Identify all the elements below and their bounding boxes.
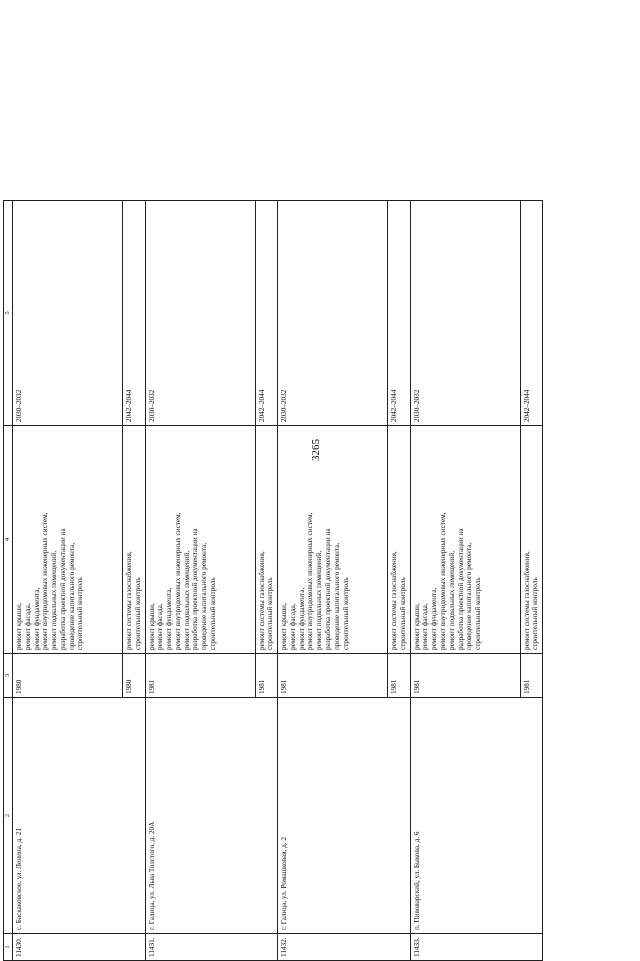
record-year: 1981 — [410, 654, 520, 698]
record-period: 2030–2032 — [410, 201, 520, 426]
record-works: ремонт крыши, ремонт фасада, ремонт фундамента, ремонт внутридомовых инженерных систем, ремонт подвальных помещений, разработка проектной документации на проведение капитального ремонта, строительный контроль — [410, 426, 520, 654]
table-row — [145, 201, 255, 961]
header-row — [4, 201, 13, 961]
record-period: 2042–2044 — [255, 201, 278, 426]
record-period: 2042–2044 — [123, 201, 146, 426]
table-row — [13, 201, 123, 961]
repair-schedule-table — [3, 200, 543, 961]
record-number: 11432. — [278, 934, 411, 961]
record-period: 2042–2044 — [520, 201, 543, 426]
record-address: г. Галица, ул. Льва Толстого, д. 20А — [145, 698, 278, 934]
page-number: 3265 — [310, 439, 322, 461]
record-period: 2030–2032 — [145, 201, 255, 426]
header-col-3: 3 — [4, 654, 13, 698]
record-year: 1980 — [13, 654, 123, 698]
record-works: ремонт системы газоснабжения, строительный контроль — [255, 426, 278, 654]
header-col-5: 5 — [4, 201, 13, 426]
rotated-table-container — [3, 201, 540, 961]
record-year: 1981 — [255, 654, 278, 698]
record-year: 1981 — [278, 654, 388, 698]
record-period: 2030–2032 — [13, 201, 123, 426]
record-address: г. Галица, ул. Ромашковая, д. 2 — [278, 698, 411, 934]
table-row — [410, 201, 520, 961]
record-works: ремонт системы газоснабжения, строительный контроль — [388, 426, 411, 654]
record-year: 1981 — [145, 654, 255, 698]
record-works: ремонт крыши, ремонт фасада, ремонт фундамента, ремонт внутридомовых инженерных систем, ремонт подвальных помещений, разработка проектной документации на проведение капитального ремонта, строительный контроль — [278, 426, 388, 654]
record-address: с. Баскаковское, ул. Ленина, д. 21 — [13, 698, 146, 934]
record-period: 2042–2044 — [388, 201, 411, 426]
record-number: 11433. — [410, 934, 543, 961]
record-period: 2030–2032 — [278, 201, 388, 426]
record-year: 1980 — [123, 654, 146, 698]
record-year: 1981 — [388, 654, 411, 698]
record-works: ремонт крыши, ремонт фасада, ремонт фундамента, ремонт внутридомовых инженерных систем, ремонт подвальных помещений, разработка проектной документации на проведение капитального ремонта, строительный контроль — [145, 426, 255, 654]
table-row — [278, 201, 388, 961]
header-col-1: 1 — [4, 934, 13, 961]
record-works: ремонт системы газоснабжения, строительный контроль — [123, 426, 146, 654]
record-works: ремонт крыши, ремонт фасада, ремонт фундамента, ремонт внутридомовых инженерных систем, ремонт подвальных помещений, разработка проектной документации на проведение капитального ремонта, строительный контроль — [13, 426, 123, 654]
header-col-4: 4 — [4, 426, 13, 654]
record-year: 1981 — [520, 654, 543, 698]
record-works: ремонт системы газоснабжения, строительный контроль — [520, 426, 543, 654]
record-number: 11430. — [13, 934, 146, 961]
record-address: п. Пивоварский, ул. Быкова, д. 6 — [410, 698, 543, 934]
record-number: 11431. — [145, 934, 278, 961]
header-col-2: 2 — [4, 698, 13, 934]
